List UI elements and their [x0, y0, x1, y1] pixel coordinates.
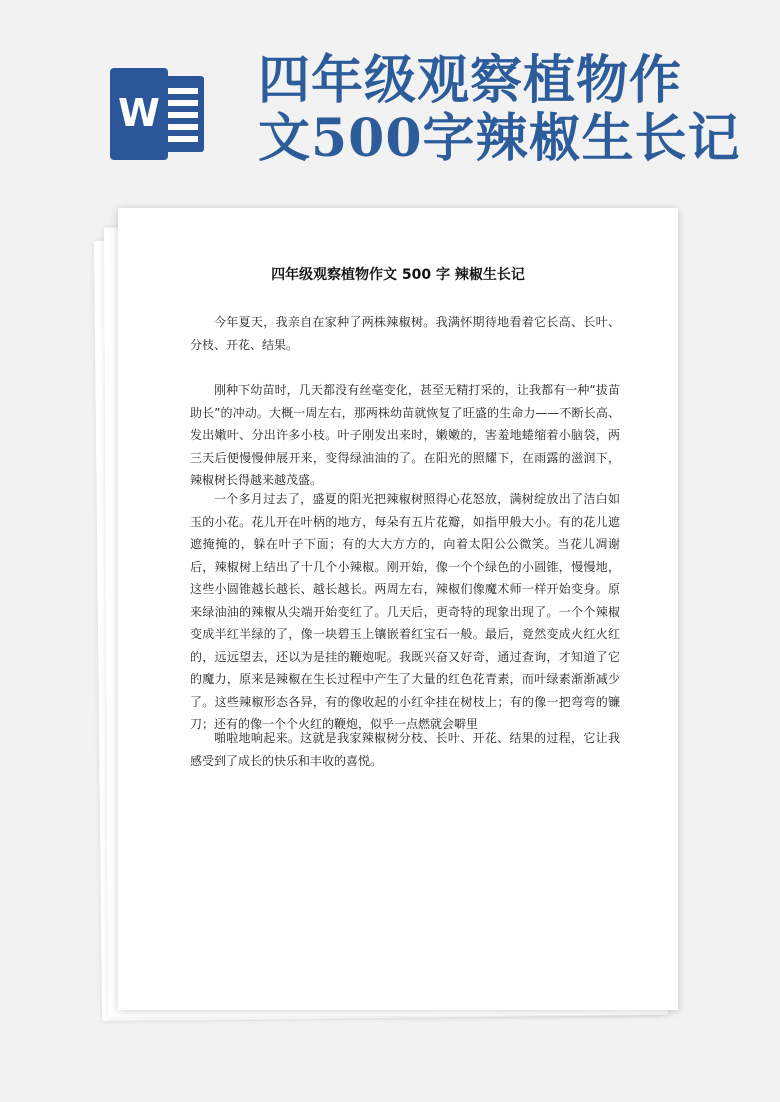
paragraph-1: 今年夏天，我亲自在家种了两株辣椒树。我满怀期待地看着它长高、长叶、分枝、开花、结果。: [190, 315, 620, 352]
banner-title-line2: 文500字辣椒生长记: [258, 108, 741, 169]
paragraph-3: 一个多月过去了，盛夏的阳光把辣椒树照得心花怒放，满树绽放出了洁白如玉的小花。花儿开在叶柄的地方，每朵有五片花瓣，如指甲般大小。有的花儿遮遮掩掩的，躲在叶子下面；有的大大方方的，向着太阳公公微笑。当花儿凋谢后，辣椒树上结出了十几个小辣椒。刚开始，像一个个绿色的小圆锥，慢慢地，这些小圆锥越长越长、越长越长。两周左右，辣椒们像魔术师一样开始变身。原来绿油油的辣椒从尖端开始变红了。几天后，更奇特的现象出现了。一个个辣椒变成半红半绿的了，像一块碧玉上镶嵌着红宝石一般。最后，竟然变成火红火红的，远远望去，还以为是挂的鞭炮呢。我既兴奋又好奇，通过查询，才知道了它的魔力，原来是辣椒在生长过程中产生了大量的红色花青素，而叶绿素渐渐减少了。这些辣椒形态各异，有的像收起的小红伞挂在树枝上；有的像一把弯弯的镰刀；还有的像一个个火红的鞭炮，似乎一点燃就会噼里: [190, 492, 620, 731]
document-title: 四年级观察植物作文 500 字 辣椒生长记: [271, 267, 525, 283]
paragraph-2: 刚种下幼苗时，几天都没有丝毫变化，甚至无精打采的，让我都有一种“拔苗助长”的冲动。大概一周左右，那两株幼苗就恢复了旺盛的生命力——不断长高、发出嫩叶、分出许多小枝。叶子刚发出来时，嫩嫩的，害羞地蜷缩着小脑袋，两三天后便慢慢伸展开来，变得绿油油的了。在阳光的照耀下，在雨露的滋润下，辣椒树长得越来越茂盛。: [190, 383, 620, 487]
word-icon: [108, 66, 208, 162]
paragraph-4: 啪啦地响起来。这就是我家辣椒树分枝、长叶、开花、结果的过程，它让我感受到了成长的快乐和丰收的喜悦。: [190, 731, 620, 768]
word-logo-letter: W: [118, 91, 160, 135]
document-page: [118, 208, 678, 1010]
banner-title-line1: 四年级观察植物作: [258, 50, 683, 111]
header-banner: [0, 0, 780, 200]
banner-title: [258, 52, 773, 168]
